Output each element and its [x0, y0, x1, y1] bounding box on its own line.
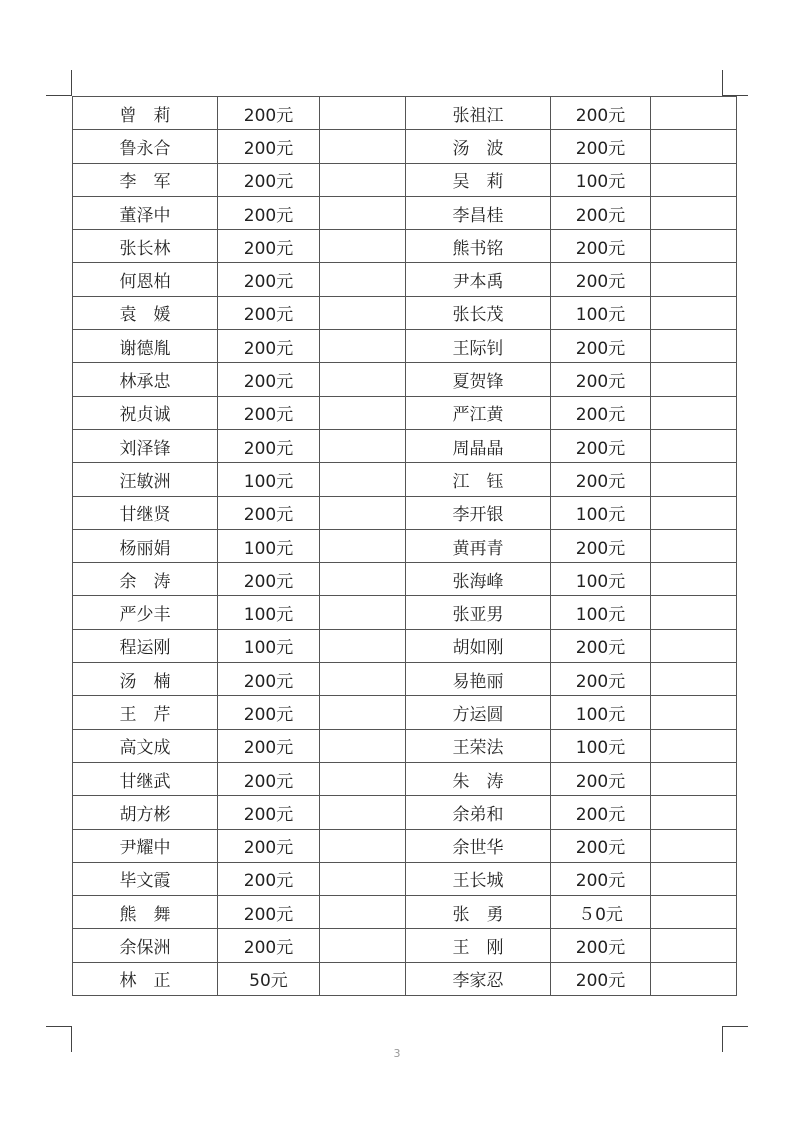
- left-amount-cell: 200元: [218, 729, 320, 762]
- right-amount-cell: 200元: [551, 962, 651, 995]
- right-note-cell: [651, 862, 737, 895]
- left-amount-cell: 200元: [218, 363, 320, 396]
- table-row: [73, 796, 737, 829]
- left-note-cell: [320, 130, 406, 163]
- contribution-table-body: [73, 97, 737, 996]
- left-name-cell: 毕文霞: [73, 862, 218, 895]
- left-note-cell: [320, 563, 406, 596]
- right-note-cell: [651, 196, 737, 229]
- left-name-cell: 何恩柏: [73, 263, 218, 296]
- left-name-cell: 程运刚: [73, 629, 218, 662]
- right-name-cell: 朱 涛: [406, 762, 551, 795]
- right-name-cell: 张长茂: [406, 296, 551, 329]
- table-row: [73, 196, 737, 229]
- right-name-cell: 李开银: [406, 496, 551, 529]
- right-amount-cell: 100元: [551, 163, 651, 196]
- left-note-cell: [320, 529, 406, 562]
- left-note-cell: [320, 97, 406, 130]
- left-name-cell: 曾 莉: [73, 97, 218, 130]
- left-note-cell: [320, 396, 406, 429]
- left-amount-cell: 50元: [218, 962, 320, 995]
- right-note-cell: [651, 729, 737, 762]
- left-name-cell: 余 涛: [73, 563, 218, 596]
- right-name-cell: 江 钰: [406, 463, 551, 496]
- right-amount-cell: 200元: [551, 263, 651, 296]
- left-name-cell: 甘继贤: [73, 496, 218, 529]
- right-note-cell: [651, 296, 737, 329]
- left-note-cell: [320, 230, 406, 263]
- right-amount-cell: 200元: [551, 529, 651, 562]
- right-note-cell: [651, 529, 737, 562]
- left-note-cell: [320, 496, 406, 529]
- left-note-cell: [320, 463, 406, 496]
- right-amount-cell: 100元: [551, 496, 651, 529]
- left-name-cell: 甘继武: [73, 762, 218, 795]
- right-note-cell: [651, 330, 737, 363]
- left-amount-cell: 200元: [218, 563, 320, 596]
- left-amount-cell: 200元: [218, 196, 320, 229]
- table-row: [73, 396, 737, 429]
- right-name-cell: 夏贺锋: [406, 363, 551, 396]
- left-name-cell: 李 军: [73, 163, 218, 196]
- table-row: [73, 330, 737, 363]
- right-note-cell: [651, 962, 737, 995]
- left-amount-cell: 100元: [218, 596, 320, 629]
- right-amount-cell: 200元: [551, 629, 651, 662]
- left-note-cell: [320, 163, 406, 196]
- left-amount-cell: 200元: [218, 762, 320, 795]
- left-amount-cell: 200元: [218, 230, 320, 263]
- table-row: [73, 496, 737, 529]
- left-note-cell: [320, 729, 406, 762]
- left-note-cell: [320, 330, 406, 363]
- left-name-cell: 张长林: [73, 230, 218, 263]
- left-note-cell: [320, 829, 406, 862]
- left-name-cell: 尹耀中: [73, 829, 218, 862]
- crop-mark-bottom-left-horizontal: [46, 1026, 72, 1027]
- right-note-cell: [651, 130, 737, 163]
- left-name-cell: 汤 楠: [73, 663, 218, 696]
- left-name-cell: 汪敏洲: [73, 463, 218, 496]
- table-row: [73, 762, 737, 795]
- right-note-cell: [651, 97, 737, 130]
- table-row: [73, 163, 737, 196]
- left-note-cell: [320, 596, 406, 629]
- left-note-cell: [320, 429, 406, 462]
- right-name-cell: 王 刚: [406, 929, 551, 962]
- left-note-cell: [320, 663, 406, 696]
- left-note-cell: [320, 762, 406, 795]
- left-note-cell: [320, 196, 406, 229]
- right-name-cell: 汤 波: [406, 130, 551, 163]
- table-row: [73, 429, 737, 462]
- table-row: [73, 363, 737, 396]
- left-note-cell: [320, 363, 406, 396]
- left-amount-cell: 100元: [218, 629, 320, 662]
- left-name-cell: 杨丽娟: [73, 529, 218, 562]
- table-row: [73, 862, 737, 895]
- left-name-cell: 鲁永合: [73, 130, 218, 163]
- table-row: [73, 463, 737, 496]
- left-amount-cell: 200元: [218, 862, 320, 895]
- contribution-table: [72, 96, 737, 996]
- table-row: [73, 296, 737, 329]
- table-row: [73, 263, 737, 296]
- table-row: [73, 130, 737, 163]
- left-name-cell: 高文成: [73, 729, 218, 762]
- right-amount-cell: 200元: [551, 929, 651, 962]
- left-name-cell: 祝贞诚: [73, 396, 218, 429]
- right-name-cell: 张 勇: [406, 896, 551, 929]
- right-amount-cell: 200元: [551, 230, 651, 263]
- right-note-cell: [651, 696, 737, 729]
- left-amount-cell: 100元: [218, 529, 320, 562]
- right-amount-cell: 200元: [551, 829, 651, 862]
- left-name-cell: 袁 媛: [73, 296, 218, 329]
- right-name-cell: 张祖江: [406, 97, 551, 130]
- left-amount-cell: 200元: [218, 929, 320, 962]
- right-note-cell: [651, 230, 737, 263]
- crop-mark-bottom-right-horizontal: [722, 1026, 748, 1027]
- right-note-cell: [651, 663, 737, 696]
- right-note-cell: [651, 463, 737, 496]
- right-name-cell: 黄再青: [406, 529, 551, 562]
- left-amount-cell: 200元: [218, 296, 320, 329]
- right-note-cell: [651, 829, 737, 862]
- crop-mark-top-right-vertical: [722, 70, 723, 96]
- right-amount-cell: 200元: [551, 463, 651, 496]
- left-name-cell: 林 正: [73, 962, 218, 995]
- right-note-cell: [651, 429, 737, 462]
- right-amount-cell: 200元: [551, 196, 651, 229]
- right-name-cell: 王际钊: [406, 330, 551, 363]
- right-name-cell: 张海峰: [406, 563, 551, 596]
- right-amount-cell: 200元: [551, 429, 651, 462]
- right-amount-cell: 100元: [551, 296, 651, 329]
- table-row: [73, 663, 737, 696]
- table-row: [73, 230, 737, 263]
- left-note-cell: [320, 929, 406, 962]
- left-name-cell: 董泽中: [73, 196, 218, 229]
- left-name-cell: 林承忠: [73, 363, 218, 396]
- left-name-cell: 王 芹: [73, 696, 218, 729]
- right-name-cell: 方运圆: [406, 696, 551, 729]
- right-note-cell: [651, 163, 737, 196]
- table-row: [73, 729, 737, 762]
- right-amount-cell: 200元: [551, 396, 651, 429]
- right-note-cell: [651, 496, 737, 529]
- right-name-cell: 王长城: [406, 862, 551, 895]
- right-amount-cell: 200元: [551, 663, 651, 696]
- right-note-cell: [651, 929, 737, 962]
- crop-mark-top-left-horizontal: [46, 95, 72, 96]
- left-amount-cell: 200元: [218, 163, 320, 196]
- table-row: [73, 563, 737, 596]
- left-amount-cell: 200元: [218, 263, 320, 296]
- left-amount-cell: 200元: [218, 796, 320, 829]
- table-row: [73, 896, 737, 929]
- left-amount-cell: 200元: [218, 130, 320, 163]
- table-row: [73, 529, 737, 562]
- right-name-cell: 尹本禹: [406, 263, 551, 296]
- left-note-cell: [320, 263, 406, 296]
- left-amount-cell: 200元: [218, 663, 320, 696]
- left-amount-cell: 200元: [218, 696, 320, 729]
- left-amount-cell: 200元: [218, 330, 320, 363]
- right-note-cell: [651, 762, 737, 795]
- left-note-cell: [320, 962, 406, 995]
- left-note-cell: [320, 796, 406, 829]
- left-note-cell: [320, 296, 406, 329]
- page-number: 3: [393, 1047, 401, 1060]
- table-row: [73, 97, 737, 130]
- left-name-cell: 胡方彬: [73, 796, 218, 829]
- left-note-cell: [320, 629, 406, 662]
- right-amount-cell: ５0元: [551, 896, 651, 929]
- right-name-cell: 熊书铭: [406, 230, 551, 263]
- right-name-cell: 周晶晶: [406, 429, 551, 462]
- left-name-cell: 余保洲: [73, 929, 218, 962]
- right-note-cell: [651, 563, 737, 596]
- right-note-cell: [651, 263, 737, 296]
- left-name-cell: 熊 舞: [73, 896, 218, 929]
- left-amount-cell: 200元: [218, 429, 320, 462]
- left-name-cell: 谢德胤: [73, 330, 218, 363]
- right-name-cell: 余弟和: [406, 796, 551, 829]
- right-amount-cell: 200元: [551, 330, 651, 363]
- left-note-cell: [320, 896, 406, 929]
- left-amount-cell: 200元: [218, 396, 320, 429]
- right-amount-cell: 100元: [551, 729, 651, 762]
- left-note-cell: [320, 862, 406, 895]
- right-amount-cell: 200元: [551, 97, 651, 130]
- right-amount-cell: 200元: [551, 796, 651, 829]
- right-name-cell: 易艳丽: [406, 663, 551, 696]
- right-name-cell: 严江黄: [406, 396, 551, 429]
- right-note-cell: [651, 896, 737, 929]
- right-name-cell: 张亚男: [406, 596, 551, 629]
- right-name-cell: 胡如刚: [406, 629, 551, 662]
- right-note-cell: [651, 396, 737, 429]
- table-row: [73, 629, 737, 662]
- right-note-cell: [651, 629, 737, 662]
- left-amount-cell: 200元: [218, 496, 320, 529]
- right-amount-cell: 200元: [551, 762, 651, 795]
- right-amount-cell: 200元: [551, 130, 651, 163]
- left-amount-cell: 200元: [218, 896, 320, 929]
- right-amount-cell: 100元: [551, 596, 651, 629]
- right-amount-cell: 100元: [551, 563, 651, 596]
- right-name-cell: 吴 莉: [406, 163, 551, 196]
- table-row: [73, 696, 737, 729]
- left-name-cell: 刘泽锋: [73, 429, 218, 462]
- right-name-cell: 余世华: [406, 829, 551, 862]
- right-note-cell: [651, 363, 737, 396]
- right-amount-cell: 200元: [551, 862, 651, 895]
- table-row: [73, 596, 737, 629]
- table-row: [73, 929, 737, 962]
- right-amount-cell: 100元: [551, 696, 651, 729]
- right-note-cell: [651, 596, 737, 629]
- left-name-cell: 严少丰: [73, 596, 218, 629]
- right-name-cell: 李昌桂: [406, 196, 551, 229]
- left-amount-cell: 200元: [218, 97, 320, 130]
- table-row: [73, 829, 737, 862]
- left-amount-cell: 200元: [218, 829, 320, 862]
- left-amount-cell: 100元: [218, 463, 320, 496]
- right-name-cell: 王荣法: [406, 729, 551, 762]
- left-note-cell: [320, 696, 406, 729]
- right-amount-cell: 200元: [551, 363, 651, 396]
- table-row: [73, 962, 737, 995]
- crop-mark-top-left-vertical: [71, 70, 72, 96]
- right-name-cell: 李家忍: [406, 962, 551, 995]
- right-note-cell: [651, 796, 737, 829]
